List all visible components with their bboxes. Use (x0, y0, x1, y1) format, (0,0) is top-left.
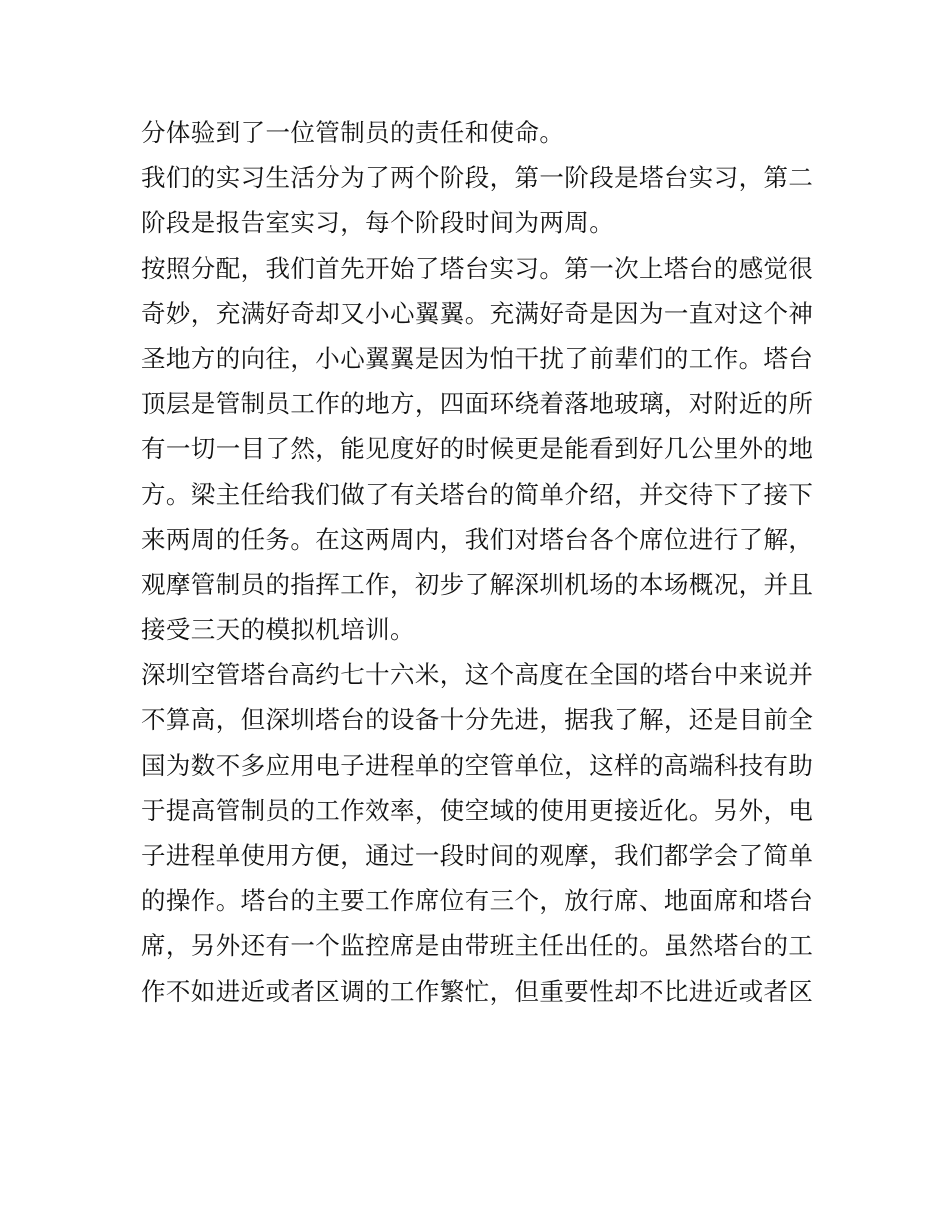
text-line: 我们的实习生活分为了两个阶段，第一阶段是塔台实习，第二 (141, 163, 814, 193)
text-line: 圣地方的向往，小心翼翼是因为怕干扰了前辈们的工作。塔台 (141, 343, 814, 373)
text-line: 按照分配，我们首先开始了塔台实习。第一次上塔台的感觉很 (141, 253, 814, 283)
text-line: 观摩管制员的指挥工作，初步了解深圳机场的本场概况，并且 (141, 569, 814, 599)
text-line: 方。梁主任给我们做了有关塔台的简单介绍，并交待下了接下 (141, 479, 814, 509)
text-line: 奇妙，充满好奇却又小心翼翼。充满好奇是因为一直对这个神 (141, 298, 814, 328)
text-line: 来两周的任务。在这两周内，我们对塔台各个席位进行了解， (141, 524, 814, 554)
text-line: 子进程单使用方便，通过一段时间的观摩，我们都学会了简单 (141, 841, 814, 870)
text-line: 作不如进近或者区调的工作繁忙，但重要性却不比进近或者区 (141, 976, 814, 1006)
text-line: 的操作。塔台的主要工作席位有三个，放行席、地面席和塔台 (141, 886, 814, 916)
text-line: 深圳空管塔台高约七十六米，这个高度在全国的塔台中来说并 (141, 660, 814, 690)
text-line: 分体验到了一位管制员的责任和使命。 (141, 118, 565, 147)
text-line: 阶段是报告室实习，每个阶段时间为两周。 (141, 208, 615, 238)
text-line: 接受三天的模拟机培训。 (141, 615, 415, 645)
text-line: 有一切一目了然，能见度好的时候更是能看到好几公里外的地 (141, 434, 814, 464)
text-line: 顶层是管制员工作的地方，四面环绕着落地玻璃，对附近的所 (141, 389, 814, 419)
text-line: 于提高管制员的工作效率，使空域的使用更接近化。另外，电 (141, 795, 814, 825)
text-line: 国为数不多应用电子进程单的空管单位，这样的高端科技有助 (141, 750, 814, 780)
text-line: 席，另外还有一个监控席是由带班主任出任的。虽然塔台的工 (141, 931, 814, 961)
document-body (141, 110, 821, 1014)
text-line: 不算高，但深圳塔台的设备十分先进，据我了解，还是目前全 (141, 705, 814, 735)
